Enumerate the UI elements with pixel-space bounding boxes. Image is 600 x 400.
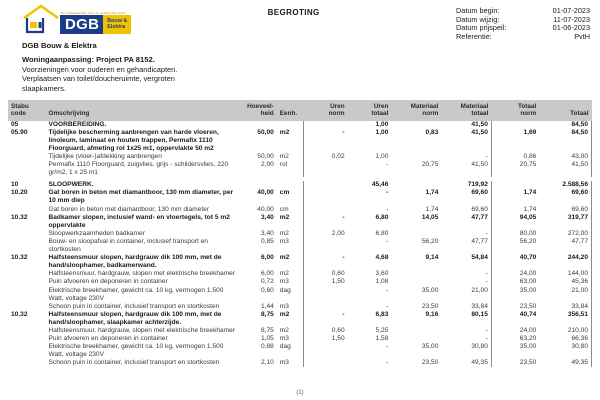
- project-intro: [8, 40, 592, 93]
- table-row: [8, 287, 592, 303]
- meta-label: Referentie:: [456, 31, 492, 41]
- cell-hoev: 0,88: [260, 343, 274, 351]
- cell-tot: 33,84: [539, 303, 591, 311]
- company-logo: [8, 4, 131, 34]
- cell-eenh: m2: [279, 229, 289, 237]
- cell-uren_tot: -: [386, 205, 389, 213]
- cell-tot: 210,00: [539, 327, 591, 335]
- table-row: [8, 129, 592, 153]
- document-header: [8, 4, 592, 41]
- cell-eenh: m2: [279, 326, 289, 334]
- cell-uren_norm: [304, 161, 348, 177]
- cell-mat_norm: [391, 278, 441, 286]
- cell-code: [8, 270, 46, 278]
- cell-hoev: 8,75: [260, 310, 274, 318]
- project-description-line: slaapkamers.: [22, 83, 66, 93]
- cell-uren_tot: 4,68: [375, 254, 389, 262]
- cell-hoev: 8,75: [260, 326, 274, 334]
- col-head-line2: norm: [422, 110, 439, 118]
- col-head-line2: heid: [260, 110, 274, 118]
- col-head-line1: Totaal: [517, 103, 537, 111]
- cell-tot_norm: 63,00: [491, 278, 539, 286]
- cell-tot_norm: 0,86: [491, 153, 539, 161]
- table-body: [8, 121, 592, 368]
- cell-mat_tot: 47,77: [471, 237, 488, 245]
- cell-mat_norm: [391, 335, 441, 343]
- col-head-line1: Stabu: [11, 103, 29, 111]
- cell-desc: Gat boren in beton met diamantboor, 130 mm diameter: [48, 205, 210, 213]
- cell-uren_norm: [304, 121, 348, 129]
- cell-desc: Schoon puin in container, inclusief transport en stortkosten: [48, 302, 220, 310]
- cell-eenh: cm: [279, 205, 289, 213]
- cell-code: [8, 161, 46, 177]
- cell-hoev: [241, 181, 276, 189]
- meta-value: PvtH: [574, 31, 590, 41]
- cell-hoev: 2,00: [260, 161, 274, 169]
- cell-tot: 45,36: [539, 278, 591, 286]
- logo-subtitle: [103, 15, 131, 34]
- cell-uren_norm: 0,60: [304, 327, 348, 335]
- page-number: (1): [296, 390, 304, 396]
- cell-eenh: m3: [279, 335, 289, 343]
- project-description-line: Verplaatsen van toilet/doucheruimte, vergroten: [22, 74, 175, 84]
- cell-code: 10: [11, 181, 19, 189]
- cell-hoev: 50,00: [257, 128, 274, 136]
- cell-uren_norm: [304, 206, 348, 214]
- cell-mat_norm: 23,50: [421, 302, 439, 310]
- cell-mat_tot: 41,50: [471, 120, 488, 128]
- cell-desc: Tijdelijke (vloer-)afdekking aanbrengen: [48, 153, 162, 160]
- col-head-line2: norm: [520, 110, 537, 118]
- cell-tot_norm: 94,05: [491, 214, 539, 230]
- cell-code: [8, 238, 46, 254]
- cell-mat_tot: -: [485, 326, 488, 334]
- cell-uren_norm: -: [304, 254, 348, 270]
- col-head-line1: Uren: [373, 103, 389, 111]
- cell-mat_tot: 69,60: [471, 205, 488, 213]
- meta-label: Datum wijzig:: [456, 14, 500, 24]
- cell-desc: Elektrische breekhamer, gewicht ca. 10 kg, vermogen 1.500 Watt, voltage 230V: [48, 286, 224, 302]
- cell-uren_tot: 6,80: [375, 213, 389, 221]
- logo-subtitle-line1: Bouw &: [107, 18, 128, 24]
- cell-tot: 2.588,56: [539, 181, 591, 189]
- cell-tot: 49,35: [539, 359, 591, 367]
- meta-value: 11-07-2023: [553, 14, 590, 24]
- cell-eenh: dag: [279, 343, 291, 351]
- col-head-line2: Totaal: [570, 110, 589, 118]
- cell-mat_norm: 23,50: [421, 359, 439, 367]
- cell-hoev: 3,40: [260, 213, 274, 221]
- table-header-row: [8, 100, 592, 120]
- cell-tot: 21,00: [539, 287, 591, 303]
- col-head-line1: [49, 103, 239, 110]
- cell-desc: Permafix 1110 Floorguard, zuigvlies, grijs - schildersvlies, 220 gr/m2, 1 x 25 m1: [48, 161, 229, 177]
- cell-tot: 356,51: [539, 311, 591, 327]
- cell-tot: 272,00: [539, 230, 591, 238]
- table-row: [8, 214, 592, 230]
- cell-tot: 66,36: [539, 335, 591, 343]
- cell-mat_norm: 14,05: [421, 213, 439, 221]
- cell-hoev: 6,00: [260, 254, 274, 262]
- cell-uren_tot: -: [386, 237, 389, 245]
- cell-hoev: 40,00: [257, 189, 274, 197]
- table-row: [8, 161, 592, 177]
- cell-tot_norm: 56,20: [491, 238, 539, 254]
- cell-uren_norm: [304, 359, 348, 367]
- cell-code: 10.20: [11, 189, 28, 197]
- cell-uren_tot: 6,80: [375, 229, 389, 237]
- table-row: [8, 327, 592, 335]
- cell-code: 05.90: [11, 128, 28, 136]
- cell-uren_tot: 5,25: [375, 326, 389, 334]
- col-head-line1: Hoeveel-: [247, 103, 274, 111]
- cell-code: [8, 327, 46, 335]
- cell-code: [8, 153, 46, 161]
- meta-row-referentie: [456, 33, 590, 42]
- cell-desc: Bouw- en sloopafval in container, inclusief transport en stortkosten: [48, 237, 208, 254]
- cell-mat_tot: -: [485, 270, 488, 278]
- header-meta-block: [456, 4, 592, 41]
- project-title: Woningaanpassing: Project PA 8152.: [22, 55, 155, 64]
- cell-tot: 319,77: [539, 214, 591, 230]
- col-head-line1: [542, 103, 588, 110]
- cell-uren_tot: -: [386, 161, 389, 169]
- cell-mat_norm: 35,00: [421, 343, 439, 351]
- cell-eenh: cm: [279, 189, 290, 197]
- project-description-line: Voorzieningen voor ouderen en gehandicapten.: [22, 65, 178, 74]
- cell-hoev: 0,72: [260, 278, 274, 286]
- cell-uren_tot: 6,83: [375, 310, 389, 318]
- cell-desc: Tijdelijke bescherming aanbrengen van harde vloeren, linoleum, laminaat en houten trappen, Permafix 1110 Floorguard, afmeting rol 1x25 m1, oppervlakte 50 m2: [48, 128, 219, 152]
- cell-desc: Halfsteensmuur, hardgrauw, slopen met elektrische breekhamer: [48, 270, 236, 278]
- table-row: [8, 303, 592, 311]
- cell-uren_tot: -: [386, 302, 389, 310]
- cell-tot: 84,50: [539, 121, 591, 129]
- cell-tot: 84,50: [539, 129, 591, 153]
- cell-eenh: [277, 181, 304, 189]
- cell-code: [8, 230, 46, 238]
- col-head-line2: Eenh.: [279, 110, 298, 118]
- cell-mat_tot: 21,00: [471, 286, 488, 294]
- cell-mat_norm: [391, 153, 441, 161]
- logo-brand-text: DGB: [60, 15, 103, 34]
- cell-eenh: m2: [279, 270, 289, 278]
- cell-mat_tot: -: [485, 229, 488, 237]
- cell-tot_norm: 63,20: [491, 335, 539, 343]
- cell-tot_norm: 1,69: [491, 129, 539, 153]
- cell-tot_norm: 1,74: [491, 206, 539, 214]
- cell-mat_norm: [391, 121, 441, 129]
- col-head-line1: [280, 103, 301, 110]
- cell-mat_tot: 54,84: [471, 254, 488, 262]
- cell-mat_tot: 49,35: [471, 359, 488, 367]
- cell-mat_tot: -: [485, 335, 488, 343]
- cell-uren_tot: 1,08: [375, 278, 389, 286]
- cell-mat_tot: 69,60: [471, 189, 488, 197]
- meta-label: Datum begin:: [456, 6, 500, 15]
- cell-tot_norm: 35,00: [491, 287, 539, 303]
- cell-mat_tot: 30,80: [471, 343, 488, 351]
- cell-code: [8, 278, 46, 286]
- cell-uren_norm: 1,50: [304, 278, 348, 286]
- cell-hoev: 1,05: [260, 335, 274, 343]
- table-row: [8, 343, 592, 359]
- cell-mat_tot: 33,84: [471, 302, 488, 310]
- cell-uren_norm: [304, 189, 348, 205]
- cell-hoev: 1,44: [260, 302, 274, 310]
- col-head-line1: Materiaal: [460, 103, 489, 111]
- cell-mat_tot: 47,77: [471, 213, 488, 221]
- cell-mat_norm: 56,20: [421, 237, 439, 245]
- cell-uren_norm: [304, 287, 348, 303]
- column-header-uren-totaal: [348, 100, 392, 120]
- cell-uren_norm: 0,02: [304, 153, 348, 161]
- cell-tot: 69,60: [539, 189, 591, 205]
- cell-eenh: m2: [279, 153, 289, 160]
- cell-code: [8, 343, 46, 359]
- cell-code: 05: [11, 120, 19, 128]
- cell-tot_norm: [491, 121, 539, 129]
- col-head-line2: totaal: [471, 110, 489, 118]
- cell-code: 10.32: [11, 213, 28, 221]
- cell-hoev: 2,10: [260, 359, 274, 367]
- cell-tot: 30,80: [539, 343, 591, 359]
- cell-uren_tot: 1,00: [375, 128, 389, 136]
- cell-mat_tot: 41,50: [471, 161, 488, 169]
- column-header-stabu-code: [8, 100, 46, 120]
- cell-tot: 41,50: [539, 161, 591, 177]
- cell-mat_norm: 9,16: [425, 310, 439, 318]
- cell-mat_norm: 1,74: [425, 189, 439, 197]
- cell-uren_tot: 1,00: [375, 120, 389, 128]
- house-icon: [22, 4, 60, 34]
- cell-mat_norm: 0,83: [425, 128, 439, 136]
- cell-mat_norm: [391, 270, 441, 278]
- cell-uren_norm: [304, 343, 348, 359]
- cell-desc: Puin afvoeren en deponeren in container: [48, 278, 168, 286]
- cell-mat_tot: 719,92: [467, 181, 488, 189]
- cell-mat_norm: [391, 230, 441, 238]
- cell-desc: VOORBEREIDING.: [48, 120, 107, 128]
- cell-hoev: 0,60: [260, 286, 274, 294]
- cell-eenh: m2: [279, 254, 290, 262]
- cell-uren_norm: 1,50: [304, 335, 348, 343]
- cell-tot_norm: 40,74: [491, 311, 539, 327]
- meta-label: Datum prijspeil:: [456, 23, 507, 33]
- cell-uren_tot: -: [386, 189, 389, 197]
- table-row: [8, 270, 592, 278]
- cell-code: [8, 359, 46, 367]
- cell-tot_norm: 80,00: [491, 230, 539, 238]
- cell-hoev: 0,85: [260, 237, 274, 245]
- cell-tot_norm: 24,00: [491, 327, 539, 335]
- cell-uren_tot: -: [386, 359, 389, 367]
- cell-mat_norm: [391, 181, 441, 189]
- cell-tot_norm: [491, 181, 539, 189]
- cell-hoev: 50,00: [257, 153, 274, 160]
- cell-mat_tot: -: [485, 153, 488, 160]
- cell-desc: Badkamer slopen, inclusief wand- en vloertegels, tot 5 m2 oppervlakte: [48, 213, 230, 229]
- cell-code: [8, 335, 46, 343]
- cell-code: 10.32: [11, 254, 28, 262]
- column-header-uren-norm: [304, 100, 348, 120]
- cell-uren_tot: 3,60: [375, 270, 389, 278]
- cell-eenh: m3: [279, 302, 289, 310]
- cell-tot: 144,00: [539, 270, 591, 278]
- table-row: [8, 121, 592, 129]
- logo-subtitle-line2: Elektra: [107, 24, 126, 31]
- cell-uren_norm: 2,00: [304, 230, 348, 238]
- cell-tot_norm: 35,00: [491, 343, 539, 359]
- cell-tot_norm: 24,00: [491, 270, 539, 278]
- col-head-line2: totaal: [371, 110, 389, 118]
- col-head-line1: Materiaal: [410, 103, 439, 111]
- col-head-line2: norm: [328, 110, 345, 118]
- meta-value: 01-06-2023: [552, 23, 590, 33]
- cell-tot_norm: 23,50: [491, 303, 539, 311]
- cell-code: [8, 303, 46, 311]
- cell-eenh: m3: [279, 359, 289, 367]
- column-header-eenheid: [277, 100, 304, 120]
- cell-mat_norm: 1,74: [425, 205, 439, 213]
- logo-tagline: De samenwerker voor je je thuis bij voelt: [61, 11, 125, 15]
- cell-eenh: m2: [279, 128, 290, 136]
- table-row: [8, 153, 592, 161]
- col-head-line2: code: [11, 110, 26, 118]
- budget-table: [8, 100, 592, 367]
- cell-code: [8, 206, 46, 214]
- table-row: [8, 278, 592, 286]
- cell-desc: Halfsteensmuur, hardgrauw, slopen met elektrische breekhamer: [48, 326, 236, 334]
- table-row: [8, 311, 592, 327]
- cell-hoev: 3,40: [260, 229, 274, 237]
- cell-uren_norm: -: [304, 214, 348, 230]
- table-header: [8, 100, 592, 120]
- cell-tot: 43,00: [539, 153, 591, 161]
- cell-desc: Sloopwerkzaamheden badkamer: [48, 229, 145, 237]
- cell-uren_norm: -: [304, 311, 348, 327]
- cell-uren_tot: -: [386, 286, 389, 294]
- cell-tot_norm: 23,50: [491, 359, 539, 367]
- col-head-line1: Uren: [330, 103, 345, 111]
- column-header-omschrijving: [46, 100, 242, 120]
- cell-eenh: m3: [279, 237, 289, 245]
- meta-value: 01-07-2023: [552, 6, 590, 15]
- table-row: [8, 359, 592, 367]
- cell-desc: SLOOPWERK.: [48, 181, 94, 189]
- column-header-totaal: [539, 100, 591, 120]
- column-header-materiaal-totaal: [441, 100, 491, 120]
- cell-mat_tot: -: [485, 278, 488, 286]
- cell-tot_norm: 40,70: [491, 254, 539, 270]
- cell-mat_tot: 80,15: [471, 310, 488, 318]
- cell-uren_tot: 1,58: [375, 335, 389, 343]
- cell-desc: Puin afvoeren en deponeren in container: [48, 335, 168, 343]
- cell-eenh: dag: [279, 286, 291, 294]
- table-row: [8, 181, 592, 189]
- cell-uren_norm: [304, 303, 348, 311]
- cell-mat_norm: 9,14: [425, 254, 439, 262]
- cell-tot_norm: 20,75: [491, 161, 539, 177]
- cell-uren_norm: [304, 181, 348, 189]
- cell-uren_norm: -: [304, 129, 348, 153]
- cell-mat_tot: 41,50: [471, 128, 488, 136]
- cell-uren_norm: 0,60: [304, 270, 348, 278]
- cell-tot_norm: 1,74: [491, 189, 539, 205]
- page-title: BEGROTING: [267, 8, 320, 17]
- cell-desc: Halfsteensmuur slopen, hardgrauw dik 100 mm, met de hand/sloophamer, badkamerwand.: [48, 254, 222, 270]
- cell-desc: Halfsteensmuur slopen, hardgrauw dik 100 mm, met de hand/sloophamer, slaapkamer achterzijde.: [48, 310, 222, 326]
- cell-desc: Gat boren in beton met diamantboor, 130 mm diameter, per 10 mm diep: [48, 189, 234, 205]
- column-header-hoeveelheid: [241, 100, 276, 120]
- column-header-totaal-norm: [491, 100, 539, 120]
- table-row: [8, 254, 592, 270]
- cell-uren_norm: [304, 238, 348, 254]
- cell-code: [8, 287, 46, 303]
- cell-uren_tot: -: [386, 343, 389, 351]
- table-row: [8, 206, 592, 214]
- cell-mat_norm: 20,75: [421, 161, 439, 169]
- cell-desc: Elektrische breekhamer, gewicht ca. 10 kg, vermogen 1.500 Watt, voltage 230V: [48, 343, 224, 359]
- cell-tot: 47,77: [539, 238, 591, 254]
- cell-eenh: rol: [279, 161, 288, 169]
- column-header-materiaal-norm: [391, 100, 441, 120]
- col-head-line2: Omschrijving: [48, 110, 90, 118]
- table-row: [8, 335, 592, 343]
- cell-tot: 244,20: [539, 254, 591, 270]
- company-name: DGB Bouw & Elektra: [22, 41, 97, 50]
- table-row: [8, 230, 592, 238]
- table-row: [8, 238, 592, 254]
- cell-eenh: m2: [279, 310, 290, 318]
- cell-uren_tot: 45,46: [371, 181, 389, 189]
- table-row: [8, 189, 592, 205]
- cell-mat_norm: 35,00: [421, 286, 439, 294]
- cell-eenh: m2: [279, 213, 290, 221]
- cell-desc: Schoon puin in container, inclusief transport en stortkosten: [48, 359, 220, 367]
- cell-hoev: 40,00: [257, 205, 274, 213]
- cell-eenh: m3: [279, 278, 289, 286]
- cell-hoev: [241, 121, 276, 129]
- cell-eenh: [277, 121, 304, 129]
- cell-tot: 69,60: [539, 206, 591, 214]
- cell-uren_tot: 1,00: [375, 153, 389, 160]
- cell-code: 10.32: [11, 310, 28, 318]
- cell-mat_norm: [391, 327, 441, 335]
- cell-hoev: 6,00: [260, 270, 274, 278]
